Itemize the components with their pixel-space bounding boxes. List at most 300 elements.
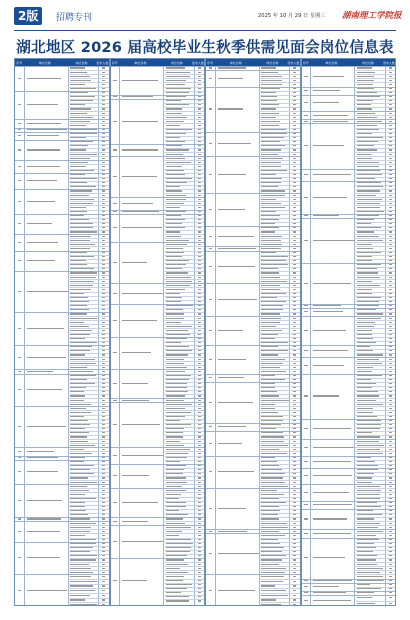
headcount-text (389, 486, 392, 487)
headcount-text (102, 391, 105, 392)
headcount-text (389, 490, 392, 491)
job-title-text (357, 309, 377, 310)
headcount-text (102, 424, 105, 425)
job-title-text (166, 178, 192, 179)
headcount-text (293, 408, 296, 409)
company-name-text (27, 123, 61, 124)
job-title-text (261, 585, 275, 586)
job-title-text (70, 256, 94, 257)
headcount-text (102, 498, 105, 499)
company-name-text (27, 357, 66, 358)
headcount-text (293, 154, 296, 155)
job-title-text (357, 539, 379, 540)
serial-number-text (209, 248, 213, 249)
job-title-text (261, 215, 280, 216)
serial-number-text (113, 262, 117, 263)
headcount-text (102, 371, 105, 372)
headcount-text (293, 207, 296, 208)
serial-number-text (113, 176, 117, 177)
company-name-text (313, 492, 348, 493)
job-title-text (70, 309, 89, 310)
headcount-text (198, 252, 201, 253)
headcount-text (389, 178, 392, 179)
company-name-text (218, 209, 246, 210)
serial-number-text (18, 123, 22, 124)
headcount-text (102, 162, 105, 163)
headcount-text (102, 100, 105, 101)
job-title-text (357, 223, 372, 224)
job-title-text (357, 547, 377, 548)
job-title-text (70, 289, 91, 290)
page-header (0, 0, 410, 34)
job-title-text (261, 428, 276, 429)
job-title-text (357, 359, 380, 360)
job-title-text (261, 502, 286, 503)
job-title-text (70, 260, 86, 261)
headcount-text (389, 104, 392, 105)
headcount-text (293, 576, 296, 577)
job-title-text (357, 186, 383, 187)
headcount-text (102, 354, 105, 355)
job-title-text (261, 539, 278, 540)
job-title-text (261, 354, 278, 355)
job-title-text (357, 129, 379, 130)
headcount-text (389, 338, 392, 339)
headcount-text (102, 313, 105, 314)
headcount-text (102, 223, 105, 224)
job-title-text (166, 473, 183, 474)
company-name-text (27, 371, 54, 372)
headcount-text (389, 264, 392, 265)
job-title-text (357, 121, 382, 122)
job-title-text (166, 236, 182, 237)
headcount-text (102, 334, 105, 335)
company-name-text (218, 330, 244, 331)
headcount-text (293, 416, 296, 417)
column-name: 招聘专刊 (56, 13, 93, 23)
serial-number-text (113, 455, 117, 456)
job-title-text (261, 445, 288, 446)
job-title-text (357, 67, 373, 68)
job-title-text (70, 297, 88, 298)
company-name-text (313, 311, 343, 312)
job-title-text (261, 527, 288, 528)
job-title-text (166, 272, 188, 273)
serial-number-text (113, 121, 117, 122)
job-title-text (357, 436, 381, 437)
headcount-text (293, 359, 296, 360)
headcount-text (198, 268, 201, 269)
job-title-text (357, 104, 372, 105)
headcount-text (293, 326, 296, 327)
job-title-text (166, 588, 188, 589)
job-title-text (70, 149, 86, 150)
headcount-text (102, 215, 105, 216)
job-title-text (70, 330, 92, 331)
job-title-text (261, 281, 287, 282)
headcount-text (102, 104, 105, 105)
job-title-text (261, 100, 277, 101)
job-title-text (357, 408, 373, 409)
job-title-text (357, 100, 373, 101)
job-title-text (166, 129, 193, 130)
headcount-text (102, 564, 105, 565)
company-name-text (27, 471, 58, 472)
headcount-text (389, 223, 392, 224)
job-title-text (70, 420, 88, 421)
headcount-text (198, 379, 201, 380)
headcount-text (102, 473, 105, 474)
company-name-text (122, 541, 163, 542)
job-title-text (70, 510, 86, 511)
headcount-text (198, 199, 201, 200)
headcount-text (198, 318, 201, 319)
job-title-text (261, 309, 283, 310)
serial-number-text (18, 78, 22, 79)
table-header-cell: 岗位名称 (170, 60, 183, 65)
job-title-text (357, 490, 381, 491)
job-title-text (357, 207, 380, 208)
serial-number-text (209, 330, 213, 331)
headcount-text (198, 129, 201, 130)
job-title-text (261, 568, 286, 569)
company-name-text (218, 508, 246, 509)
headcount-text (102, 252, 105, 253)
headcount-text (198, 412, 201, 413)
job-title-text (166, 576, 185, 577)
job-title-text (357, 412, 373, 413)
job-title-text (166, 125, 180, 126)
headcount-text (389, 592, 392, 593)
headcount-text (293, 367, 296, 368)
headcount-text (389, 572, 392, 573)
job-title-text (70, 88, 96, 89)
serial-number-text (18, 242, 22, 243)
company-name-text (27, 389, 63, 390)
job-title-text (166, 494, 181, 495)
headcount-text (198, 375, 201, 376)
headcount-text (198, 600, 201, 601)
headcount-text (102, 125, 105, 126)
headcount-text (198, 72, 201, 73)
job-title-text (357, 363, 383, 364)
headcount-text (389, 514, 392, 515)
job-title-text (357, 603, 375, 604)
headcount-text (389, 219, 392, 220)
headcount-text (198, 240, 201, 241)
job-title-text (357, 580, 384, 581)
job-title-text (70, 350, 90, 351)
headcount-text (102, 379, 105, 380)
company-name-text (122, 227, 162, 228)
headcount-text (389, 580, 392, 581)
job-title-text (357, 482, 373, 483)
job-title-text (70, 449, 84, 450)
headcount-text (198, 477, 201, 478)
headcount-text (389, 141, 392, 142)
job-title-text (166, 207, 180, 208)
job-title-text (357, 203, 381, 204)
job-title-text (357, 375, 382, 376)
serial-number-text (18, 135, 22, 136)
serial-number-text (113, 521, 117, 522)
job-title-text (357, 231, 375, 232)
serial-number-text (209, 67, 213, 68)
headcount-text (198, 420, 201, 421)
job-title-text (357, 494, 381, 495)
table-header-cell: 单位名称 (134, 60, 147, 65)
job-title-text (70, 465, 94, 466)
headcount-text (198, 108, 201, 109)
headcount-text (293, 277, 296, 278)
job-title-text (70, 379, 87, 380)
job-title-text (166, 367, 187, 368)
headcount-text (293, 88, 296, 89)
headcount-text (198, 342, 201, 343)
company-name-text (313, 283, 351, 284)
headcount-text (389, 400, 392, 401)
job-title-text (70, 523, 96, 524)
serial-number-text (304, 504, 308, 505)
job-title-text (70, 67, 85, 68)
headcount-text (102, 256, 105, 257)
company-name-text (27, 104, 58, 105)
job-title-text (357, 371, 373, 372)
serial-number-text (304, 121, 308, 122)
job-title-text (261, 297, 277, 298)
job-title-text (70, 498, 96, 499)
headcount-text (198, 453, 201, 454)
job-title-text (357, 551, 373, 552)
job-title-text (357, 445, 384, 446)
headcount-text (198, 96, 201, 97)
headcount-text (389, 584, 392, 585)
job-title-text (166, 326, 192, 327)
job-title-text (166, 281, 193, 282)
headcount-text (293, 199, 296, 200)
headcount-text (389, 108, 392, 109)
company-name-text (27, 590, 67, 591)
company-name-text (313, 461, 350, 462)
headcount-text (389, 498, 392, 499)
headcount-text (293, 145, 296, 146)
job-title-text (70, 100, 93, 101)
headcount-text (102, 518, 105, 519)
job-title-text (70, 190, 92, 191)
headcount-text (198, 535, 201, 536)
company-name-text (27, 451, 54, 452)
company-name-text (313, 447, 354, 448)
job-title-text (70, 572, 93, 573)
job-title-text (261, 359, 285, 360)
headcount-text (293, 231, 296, 232)
job-title-text (261, 84, 282, 85)
job-title-text (70, 141, 93, 142)
job-title-text (261, 182, 281, 183)
headcount-text (102, 539, 105, 540)
headcount-text (293, 67, 296, 68)
headcount-text (389, 543, 392, 544)
job-title-text (357, 420, 381, 421)
headcount-text (102, 211, 105, 212)
job-title-text (357, 108, 373, 109)
job-title-text (357, 322, 376, 323)
serial-number-text (18, 260, 22, 261)
headcount-text (102, 195, 105, 196)
job-title-text (70, 428, 85, 429)
headcount-text (389, 268, 392, 269)
job-title-text (357, 473, 375, 474)
headcount-text (293, 137, 296, 138)
headcount-text (389, 457, 392, 458)
headcount-text (198, 588, 201, 589)
job-title-text (70, 490, 89, 491)
headcount-text (293, 117, 296, 118)
headcount-text (198, 514, 201, 515)
job-title-text (261, 272, 279, 273)
job-title-text (166, 88, 192, 89)
page-number-badge: 2版 (14, 7, 42, 25)
serial-number-text (304, 102, 308, 103)
company-name-text (27, 557, 60, 558)
job-title-text (261, 441, 284, 442)
job-title-text (261, 547, 284, 548)
company-name-text (218, 67, 246, 68)
job-title-text (261, 244, 282, 245)
headcount-text (102, 293, 105, 294)
headcount-text (293, 322, 296, 323)
headcount-text (293, 547, 296, 548)
job-title-text (261, 231, 275, 232)
job-title-text (357, 502, 378, 503)
job-title-text (261, 576, 284, 577)
job-title-text (357, 199, 383, 200)
job-title-text (70, 416, 84, 417)
job-title-text (166, 92, 190, 93)
headcount-text (102, 420, 105, 421)
headcount-text (102, 375, 105, 376)
job-title-text (70, 568, 91, 569)
headcount-text (102, 174, 105, 175)
company-name-text (313, 121, 348, 122)
job-title-text (261, 133, 287, 134)
job-title-text (70, 564, 89, 565)
headcount-text (389, 506, 392, 507)
job-title-text (70, 145, 88, 146)
headcount-text (389, 72, 392, 73)
headcount-text (102, 108, 105, 109)
job-title-text (70, 215, 84, 216)
job-title-text (261, 424, 281, 425)
job-title-text (261, 395, 279, 396)
headcount-text (293, 506, 296, 507)
headcount-text (293, 469, 296, 470)
job-title-text (357, 211, 384, 212)
job-title-text (70, 72, 87, 73)
headcount-text (389, 100, 392, 101)
job-title-text (357, 432, 372, 433)
job-title-text (166, 244, 187, 245)
headcount-text (293, 412, 296, 413)
job-title-text (357, 72, 376, 73)
headcount-text (293, 96, 296, 97)
headcount-text (102, 84, 105, 85)
headcount-text (198, 80, 201, 81)
headcount-text (293, 162, 296, 163)
job-title-text (70, 473, 94, 474)
headcount-text (293, 211, 296, 212)
headcount-text (198, 404, 201, 405)
table-header-row (15, 59, 109, 66)
headcount-text (198, 313, 201, 314)
headcount-text (389, 473, 392, 474)
job-title-text (166, 551, 190, 552)
headcount-text (198, 576, 201, 577)
job-title-text (70, 305, 87, 306)
headcount-text (102, 383, 105, 384)
serial-number-text (209, 508, 213, 509)
serial-number-text (304, 330, 308, 331)
headcount-text (102, 543, 105, 544)
serial-number-text (209, 299, 213, 300)
headcount-text (389, 277, 392, 278)
job-title-text (166, 231, 180, 232)
job-title-text (70, 599, 85, 600)
headcount-text (293, 236, 296, 237)
job-title-text (166, 506, 186, 507)
company-name-text (313, 90, 340, 91)
job-title-text (166, 96, 186, 97)
headcount-text (102, 555, 105, 556)
headcount-text (198, 350, 201, 351)
job-title-text (70, 576, 91, 577)
headcount-text (293, 449, 296, 450)
headcount-text (293, 260, 296, 261)
headcount-text (293, 514, 296, 515)
job-title-text (261, 477, 283, 478)
job-title-text (166, 559, 184, 560)
job-title-text (261, 572, 285, 573)
company-name-text (218, 377, 245, 378)
headcount-text (293, 531, 296, 532)
job-title-text (261, 523, 287, 524)
job-title-text (261, 494, 284, 495)
job-title-text (357, 453, 384, 454)
headcount-text (198, 260, 201, 261)
job-title-text (166, 461, 180, 462)
headcount-text (293, 121, 296, 122)
headcount-text (293, 305, 296, 306)
headcount-text (198, 162, 201, 163)
headcount-text (293, 268, 296, 269)
headcount-text (389, 527, 392, 528)
headcount-text (389, 564, 392, 565)
job-title-text (261, 162, 281, 163)
job-title-text (70, 395, 85, 396)
job-title-text (166, 305, 193, 306)
headcount-text (389, 305, 392, 306)
headcount-text (389, 547, 392, 548)
job-title-text (357, 289, 373, 290)
headcount-text (102, 121, 105, 122)
job-title-text (261, 293, 286, 294)
headcount-text (293, 318, 296, 319)
job-title-text (357, 76, 374, 77)
job-title-text (70, 174, 85, 175)
job-title-text (357, 543, 374, 544)
headcount-text (293, 72, 296, 73)
table-column-block (205, 58, 301, 606)
